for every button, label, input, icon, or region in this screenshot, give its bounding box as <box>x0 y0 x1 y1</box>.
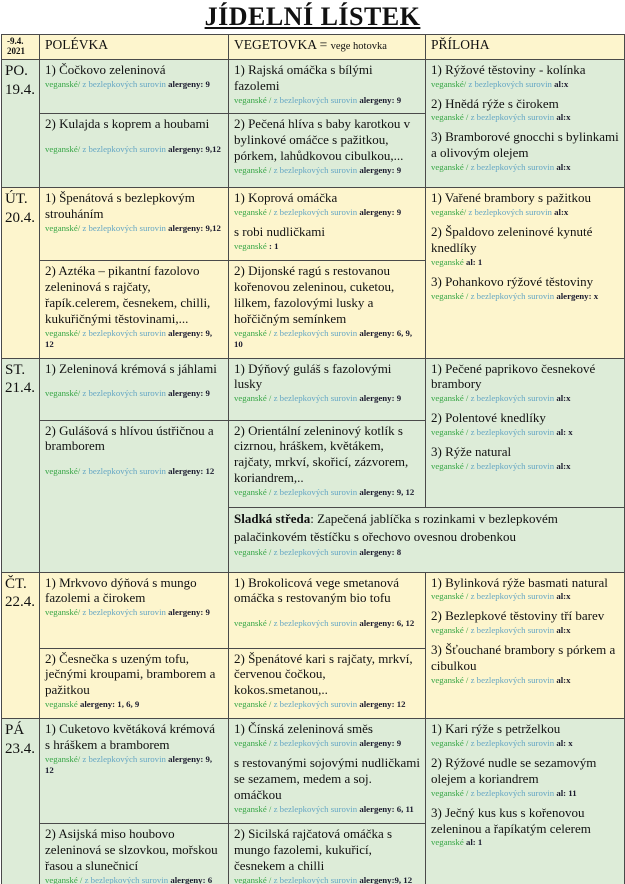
vegan-tag: veganské <box>234 241 269 252</box>
vegan-tag: veganské/ <box>45 144 83 155</box>
allergen-tag: alergeny: 9,12 <box>168 144 221 155</box>
gluten-tag: z bezlepkových surovin <box>82 607 169 618</box>
dish <box>431 361 619 405</box>
dish-tags <box>431 112 619 123</box>
dish-name: 1) Mrkvovo dýňová s mungo fazolemi a čirokem <box>45 574 197 606</box>
day-date: 20.4. <box>5 210 35 227</box>
special-desc: : Zapečená jablíčka s rozinkami v bezlepkovém palačinkovém těstíčku s ořechovo ovesnou drobenkou <box>234 510 558 544</box>
gluten-tag: z bezlepkových surovin <box>470 787 557 798</box>
header-date-line1: -9.4. <box>7 36 24 46</box>
dish-name: 2) Pečená hlíva s baby karotkou v bylinkové omáčce s pažitkou, pórkem, lahůdkovou cibulkou,... <box>234 116 411 164</box>
vegan-tag: veganské / <box>234 699 274 710</box>
allergen-tag: al:x <box>554 78 569 89</box>
soup-cell <box>40 59 229 114</box>
dish-tags <box>45 754 223 776</box>
dish <box>431 274 619 302</box>
dish <box>431 62 619 90</box>
gluten-tag: z bezlepkových surovin <box>273 738 360 748</box>
vegan-tag: veganské/ <box>45 466 83 477</box>
vegan-tag: veganské/ <box>45 753 83 764</box>
dish <box>431 642 619 686</box>
gluten-tag: z bezlepkových surovin <box>273 803 360 814</box>
vegan-tag: veganské/ <box>431 78 469 89</box>
veg-cell <box>229 188 426 261</box>
dish <box>431 575 619 603</box>
allergen-tag: alergeny: 6, 11 <box>359 803 414 814</box>
dish-tags <box>431 675 619 686</box>
allergen-tag: alergeny: 6, 12 <box>359 618 415 629</box>
dish <box>234 651 420 711</box>
gluten-tag: z bezlepkových surovin <box>468 207 555 218</box>
allergen-tag: al:x <box>556 625 571 636</box>
date-cell <box>2 358 40 572</box>
dish-name: s robi nudličkami <box>234 224 325 240</box>
dish-tags <box>234 328 420 350</box>
special-text <box>234 511 558 544</box>
dish <box>234 224 420 252</box>
vegan-tag: veganské / <box>234 207 274 218</box>
dish <box>431 444 619 472</box>
dish-name: 2) Špenátové kari s rajčaty, mrkví, červenou čočkou, kokos.smetanou,.. <box>234 650 413 698</box>
dish <box>431 721 619 749</box>
dish <box>234 361 420 405</box>
soup-cell <box>40 648 229 719</box>
allergen-tag: alergeny: 12 <box>359 699 406 710</box>
vegan-tag: veganské/ <box>45 78 83 89</box>
allergen-tag: al:x <box>554 207 569 218</box>
dish <box>234 721 420 749</box>
dish-name: s restovanými sojovými nudličkami se sezamem, medem a soj. omáčkou <box>234 754 420 802</box>
allergen-tag: alergeny: 12 <box>168 466 215 477</box>
allergen-tag: alergeny: 8 <box>359 546 402 557</box>
vegan-tag: veganské / <box>234 327 274 338</box>
veg-cell <box>229 358 426 420</box>
dish-name: 1) Vařené brambory s pažitkou <box>431 190 592 206</box>
vegan-tag: veganské / <box>431 393 471 404</box>
allergen-tag: alergeny: 9 <box>168 388 210 399</box>
dish-tags <box>431 207 619 218</box>
gluten-tag: z bezlepkových surovin <box>470 674 557 685</box>
dish <box>234 755 420 815</box>
dish-tags <box>45 144 223 155</box>
day-label: ČT. <box>5 575 27 592</box>
allergen-tag: alergeny: x <box>556 290 599 301</box>
veg-cell <box>229 261 426 358</box>
dish <box>431 129 619 173</box>
vegan-tag: veganské / <box>234 738 274 748</box>
dish <box>45 190 223 234</box>
dish <box>45 826 223 884</box>
dish-tags <box>45 388 223 399</box>
allergen-tag: al:x <box>556 591 571 602</box>
dish-tags <box>431 591 619 602</box>
day-row <box>2 358 625 420</box>
vegan-tag: veganské <box>431 837 466 848</box>
side-cell <box>426 719 625 884</box>
header-date-line2: 2021 <box>7 45 25 56</box>
dish-tags <box>234 699 420 710</box>
gluten-tag: z bezlepkových surovin <box>273 874 360 884</box>
dish-name: 1) Koprová omáčka <box>234 190 338 206</box>
dish <box>234 190 420 218</box>
dish-tags <box>45 699 223 710</box>
vegan-tag: veganské / <box>234 165 274 176</box>
day-label: ST. <box>5 361 26 378</box>
dish-tags <box>234 207 420 218</box>
date-cell <box>2 59 40 188</box>
vegan-tag: veganské/ <box>45 607 83 618</box>
header-veg-note: vege hotovka <box>330 41 387 52</box>
dish-name: 1) Kari rýže s petrželkou <box>431 721 561 737</box>
vegan-tag: veganské / <box>431 591 471 602</box>
vegan-tag: veganské/ <box>431 207 469 218</box>
dish <box>234 826 420 884</box>
gluten-tag: z bezlepkových surovin <box>470 427 557 438</box>
dish-name: 3) Ječný kus kus s kořenovou zeleninou a řapíkatým celerem <box>431 804 591 836</box>
dish-name: 3) Šťouchané brambory s pórkem a cibulkou <box>431 642 616 674</box>
day-label: PO. <box>5 62 28 79</box>
dish-tags <box>431 461 619 472</box>
dish <box>234 423 420 498</box>
dish-name: 2) Rýžové nudle se sezamovým olejem a koriandrem <box>431 754 597 786</box>
dish-tags <box>431 788 619 799</box>
vegan-tag: veganské / <box>234 487 274 498</box>
side-cell <box>426 358 625 507</box>
allergen-tag: al:x <box>556 460 571 471</box>
dish-name: 1) Pečené paprikovo česnekové brambory <box>431 360 596 392</box>
header-side-cell: PŘÍLOHA <box>426 35 625 60</box>
dish-name: 2) Česnečka s uzeným tofu, ječnými kroupami, bramborem a pažitkou <box>45 650 216 698</box>
dish-name: 1) Brokolicová vege smetanová omáčka s restovaným bio tofu <box>234 574 399 606</box>
vegan-tag: veganské / <box>431 625 471 636</box>
vegan-tag: veganské / <box>234 618 274 629</box>
dish-name: 2) Bezlepkové těstoviny tří barev <box>431 608 605 624</box>
dish <box>234 263 420 349</box>
date-cell <box>2 188 40 358</box>
dish <box>431 96 619 124</box>
gluten-tag: z bezlepkových surovin <box>84 874 171 884</box>
vegan-tag: veganské / <box>431 427 471 438</box>
gluten-tag: z bezlepkových surovin <box>273 94 360 105</box>
dish <box>45 263 223 349</box>
dish-name: 2) Sicilská rajčatová omáčka s mungo fazolemi, kukuřicí, česnekem a chilli <box>234 826 393 873</box>
dish-name: 1) Cuketovo květáková krémová s hráškem a bramborem <box>45 721 216 752</box>
allergen-tag: alergeny: 9 <box>168 78 210 89</box>
allergen-tag: alergeny: 6, 9, 10 <box>234 327 413 349</box>
gluten-tag: z bezlepkových surovin <box>82 78 169 89</box>
header-veg-label: VEGETOVKA = <box>234 37 328 52</box>
gluten-tag: z bezlepkových surovin <box>82 753 169 764</box>
dish <box>234 62 420 106</box>
veg-cell <box>229 420 426 507</box>
dish-tags <box>45 328 223 350</box>
dish-tags <box>234 95 420 106</box>
gluten-tag: z bezlepkových surovin <box>82 388 169 399</box>
gluten-tag: z bezlepkových surovin <box>273 327 360 338</box>
dish <box>431 608 619 636</box>
veg-cell <box>229 59 426 114</box>
dish-tags <box>45 466 223 477</box>
dish-tags <box>234 618 420 629</box>
vegan-tag: veganské / <box>431 460 471 471</box>
dish <box>431 410 619 438</box>
gluten-tag: z bezlepkových surovin <box>470 162 557 173</box>
allergen-tag: al: 11 <box>556 787 577 798</box>
dish-name: 3) Pohankovo rýžové těstoviny <box>431 274 594 290</box>
dish-name: 1) Rajská omáčka s bílými fazolemi <box>234 61 373 93</box>
dish-name: 2) Kulajda s koprem a houbami <box>45 116 210 132</box>
soup-cell <box>40 188 229 261</box>
dish-name: 2) Dijonské ragú s restovanou kořenovou zeleninou, cuketou, lilkem, fazolovými lusky a hořčičným semínkem <box>234 263 395 326</box>
dish-name: 1) Rýžové těstoviny - kolínka <box>431 61 586 77</box>
dish-tags <box>431 162 619 173</box>
dish-name: 2) Polentové knedlíky <box>431 410 546 426</box>
gluten-tag: z bezlepkových surovin <box>273 487 360 498</box>
vegan-tag: veganské / <box>234 94 274 105</box>
soup-cell <box>40 261 229 358</box>
dish <box>431 190 619 218</box>
allergen-tag: alergeny:9, 12 <box>359 874 413 884</box>
dish <box>431 224 619 268</box>
veg-cell <box>229 572 426 648</box>
allergen-tag: al:x <box>556 393 571 404</box>
dish-tags <box>234 487 420 498</box>
veg-cell <box>229 719 426 824</box>
dish <box>234 116 420 176</box>
dish <box>431 755 619 799</box>
vegan-tag: veganské / <box>431 162 471 173</box>
gluten-tag: z bezlepkových surovin <box>468 78 555 89</box>
dish <box>45 575 223 619</box>
date-cell <box>2 719 40 884</box>
allergen-tag: alergeny: 9 <box>359 738 402 748</box>
dish-tags <box>234 393 420 404</box>
vegan-tag: veganské/ <box>45 327 83 338</box>
dish-name: 1) Bylinková rýže basmati natural <box>431 574 608 590</box>
dish <box>45 721 223 776</box>
gluten-tag: z bezlepkových surovin <box>82 144 169 155</box>
allergen-tag: alergeny: 9 <box>359 165 402 176</box>
dish <box>45 361 223 400</box>
dish-tags <box>431 79 619 90</box>
dish-tags <box>431 738 619 749</box>
veg-cell <box>229 648 426 719</box>
dish-name: 3) Bramborové gnocchi s bylinkami a olivovým olejem <box>431 129 619 161</box>
soup-cell <box>40 719 229 824</box>
allergen-tag: alergeny: 9 <box>359 94 402 105</box>
allergen-tag: al: 1 <box>465 257 483 268</box>
gluten-tag: z bezlepkových surovin <box>470 290 557 301</box>
special-label: Sladká středa <box>234 510 311 526</box>
dish-tags <box>234 875 420 884</box>
dish-tags <box>234 804 420 815</box>
soup-cell <box>40 572 229 648</box>
vegan-tag: veganské / <box>234 393 274 404</box>
gluten-tag: z bezlepkových surovin <box>273 207 360 218</box>
dish-tags <box>234 547 619 558</box>
gluten-tag: z bezlepkových surovin <box>470 625 557 636</box>
vegan-tag: veganské / <box>431 674 471 685</box>
day-date: 19.4. <box>5 81 35 98</box>
dish-tags <box>431 393 619 404</box>
day-label: ÚT. <box>5 191 28 208</box>
dish-tags <box>45 607 223 618</box>
gluten-tag: z bezlepkových surovin <box>273 165 360 176</box>
dish <box>45 651 223 711</box>
gluten-tag: z bezlepkových surovin <box>470 112 557 123</box>
day-date: 22.4. <box>5 594 35 611</box>
dish-tags <box>431 837 619 848</box>
gluten-tag: z bezlepkových surovin <box>82 466 169 477</box>
dish-tags <box>234 165 420 176</box>
dish-tags <box>431 257 619 268</box>
special-dish <box>234 510 619 558</box>
vegan-tag: veganské / <box>234 546 274 557</box>
allergen-tag: al: x <box>556 738 573 748</box>
side-cell <box>426 572 625 719</box>
dish-name: 1) Špenátová s bezlepkovým strouháním <box>45 190 195 222</box>
allergen-tag: alergeny: 1, 6, 9 <box>79 699 140 710</box>
header-soup-cell: POLÉVKA <box>40 35 229 60</box>
dish-name: 1) Dýňový guláš s fazolovými lusky <box>234 360 392 392</box>
vegan-tag: veganské/ <box>45 388 83 399</box>
side-cell <box>426 188 625 358</box>
dish <box>45 116 223 155</box>
allergen-tag: al: 1 <box>465 837 483 848</box>
gluten-tag: z bezlepkových surovin <box>273 546 360 557</box>
allergen-tag: al:x <box>556 112 571 123</box>
dish-name: 2) Hnědá rýže s čirokem <box>431 95 559 111</box>
allergen-tag: alergeny: 9,12 <box>168 223 221 234</box>
dish-name: 1) Čínská zeleninová směs <box>234 721 373 737</box>
gluten-tag: z bezlepkových surovin <box>470 591 557 602</box>
allergen-tag: alergeny: 9 <box>359 393 402 404</box>
vegan-tag: veganské <box>431 257 466 268</box>
soup-cell <box>40 358 229 420</box>
dish-tags <box>431 291 619 302</box>
allergen-tag: alergeny: 9 <box>168 607 210 618</box>
veg-cell <box>229 824 426 884</box>
dish-name: 2) Gulášová s hlívou ústřičnou a bramborem <box>45 422 214 454</box>
vegan-tag: veganské/ <box>45 223 83 234</box>
special-cell <box>229 507 625 572</box>
dish <box>431 805 619 849</box>
dish <box>45 423 223 478</box>
vegan-tag: veganské / <box>431 738 471 748</box>
day-date: 21.4. <box>5 380 35 397</box>
dish-tags <box>234 738 420 749</box>
soup-cell <box>40 420 229 572</box>
allergen-tag: alergeny: 9, 12 <box>45 327 213 349</box>
dish-name: 2) Aztéka – pikantní fazolovo zeleninová s rajčaty, řapík.celerem, česnekem, chilli, kukuřičnými těstovinami,... <box>45 263 211 326</box>
dish-tags <box>45 79 223 90</box>
day-date: 23.4. <box>5 740 35 757</box>
gluten-tag: z bezlepkových surovin <box>82 327 169 338</box>
dish-name: 1) Čočkovo zeleninová <box>45 61 166 77</box>
allergen-tag: al:x <box>556 674 571 685</box>
dish-name: 2) Asijská miso houbovo zeleninová se slzovkou, mořskou řasou a slunečnicí <box>45 826 218 873</box>
dish <box>45 62 223 90</box>
gluten-tag: z bezlepkových surovin <box>82 223 169 234</box>
gluten-tag: z bezlepkových surovin <box>273 618 360 629</box>
header-date-cell <box>2 35 40 60</box>
vegan-tag: veganské / <box>45 874 85 884</box>
dish-name: 2) Špaldovo zeleninové kynuté knedlíky <box>431 224 593 256</box>
allergen-tag: alergeny: 9, 12 <box>359 487 415 498</box>
allergen-tag: alergeny: 9 <box>359 207 402 218</box>
dish-name: 1) Zeleninová krémová s jáhlami <box>45 360 217 376</box>
vegan-tag: veganské / <box>431 787 471 798</box>
vegan-tag: veganské / <box>431 290 471 301</box>
veg-cell <box>229 114 426 188</box>
vegan-tag: veganské / <box>234 874 274 884</box>
gluten-tag: z bezlepkových surovin <box>470 460 557 471</box>
header-veg-cell <box>229 35 426 60</box>
header-row <box>2 35 625 60</box>
gluten-tag: z bezlepkových surovin <box>470 393 557 404</box>
soup-cell <box>40 824 229 884</box>
vegan-tag: veganské / <box>234 803 274 814</box>
day-label: PÁ <box>5 722 25 739</box>
allergen-tag: al:x <box>556 162 571 173</box>
day-row <box>2 188 625 261</box>
date-cell <box>2 572 40 719</box>
gluten-tag: z bezlepkových surovin <box>273 699 360 710</box>
side-cell <box>426 59 625 188</box>
dish <box>234 575 420 630</box>
gluten-tag: z bezlepkových surovin <box>470 738 557 748</box>
dish-name: 2) Orientální zeleninový kotlík s cizrnou, hráškem, květákem, rajčaty, mrkví, skořicí, zázvorem, koriandrem,.. <box>234 422 409 486</box>
dish-tags <box>431 625 619 636</box>
dish-tags <box>45 875 223 884</box>
day-row <box>2 719 625 824</box>
menu-table <box>1 34 625 884</box>
allergen-tag: al: x <box>556 427 573 438</box>
soup-cell <box>40 114 229 188</box>
allergen-tag: alergeny: 9, 12 <box>45 753 213 775</box>
gluten-tag: z bezlepkových surovin <box>273 393 360 404</box>
dish-tags <box>234 241 420 252</box>
dish-tags <box>431 427 619 438</box>
day-row <box>2 59 625 114</box>
dish-name: 3) Rýže natural <box>431 444 512 460</box>
allergen-tag: alergeny: 6 <box>170 874 213 884</box>
allergen-tag: : 1 <box>268 241 279 252</box>
day-row <box>2 572 625 648</box>
vegan-tag: veganské / <box>431 112 471 123</box>
dish-tags <box>45 223 223 234</box>
page-title: JÍDELNÍ LÍSTEK <box>204 2 421 31</box>
vegan-tag: veganské <box>45 699 80 710</box>
